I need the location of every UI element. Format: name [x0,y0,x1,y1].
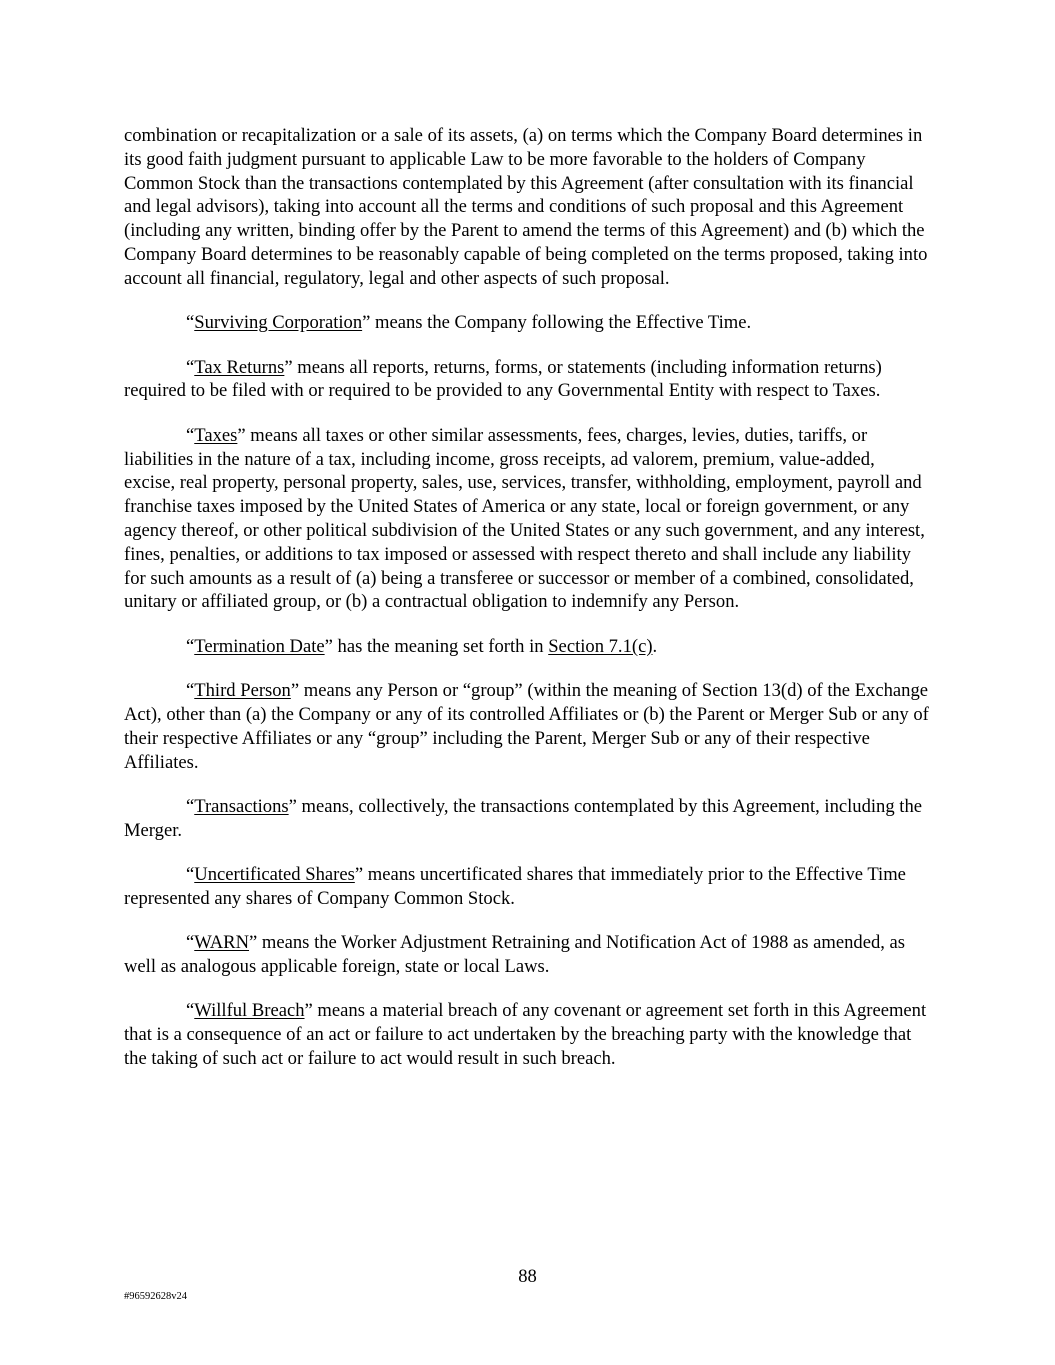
defined-term: Third Person [194,680,291,702]
definition-taxes [124,424,930,614]
paragraph-text: combination or recapitalization or a sale of its assets, (a) on terms which the Company Board determines in its good faith judgment pursuant to applicable Law to be more favorable to the holders of Company Common Stock than the transactions contemplated by this Agreement (after consultation with its financial and legal advisors), taking into account all the terms and conditions of such proposal and this Agreement (including any written, binding offer by the Parent to amend the terms of this Agreement) and (b) which the Company Board determines to be reasonably capable of being completed on the terms proposed, taking into account all financial, regulatory, legal and other aspects of such proposal. [124,125,928,289]
defined-term: Termination Date [194,635,325,657]
definition-uncertificated-shares [124,863,930,911]
definition-third-person [124,679,930,774]
defined-term: Willful Breach [194,1000,305,1022]
definition-text: ” means the Worker Adjustment Retraining and Notification Act of 1988 as amended, as well as analogous applicable foreign, state or local Laws. [124,932,906,978]
open-quote: “ [186,864,195,886]
definition-text: ” means uncertificated shares that immediately prior to the Effective Time represented any shares of Company Common Stock. [124,864,906,909]
document-body [124,124,930,1091]
open-quote: “ [186,680,195,702]
defined-term: Surviving Corporation [194,312,363,334]
definition-text: ” means all taxes or other similar assessments, fees, charges, levies, duties, tariffs, or liabilities in the nature of a tax, including income, gross receipts, ad valorem, premium, value-added, excise, real property, personal property, sales, use, services, transfer, withholding, employment, payroll and franchise taxes imposed by the United States of America or any state, local or foreign government, or any agency thereof, or other political subdivision of the United States or any such government, and any interest, fines, penalties, or additions to tax imposed or assessed with respect thereto and shall include any liability for such amounts as a result of (a) being a transferee or successor or member of a combined, consolidated, unitary or affiliated group, or (b) a contractual obligation to indemnify any Person. [124,424,925,613]
definition-text: ” means, collectively, the transactions contemplated by this Agreement, including the Merger. [124,795,923,841]
definition-text: ” means any Person or “group” (within the meaning of Section 13(d) of the Exchange Act), other than (a) the Company or any of its controlled Affiliates or (b) the Parent or Merger Sub or any of their respective Affiliates or any “group” including the Parent, Merger Sub or any of their respective Affiliates. [124,680,929,773]
defined-term: Taxes [194,424,238,446]
definition-text: ” means the Company following the Effective Time. [362,312,752,334]
definition-termination-date [124,635,930,659]
open-quote: “ [186,356,195,378]
document-id: #96592628v24 [124,1291,187,1302]
section-reference-link[interactable]: Section 7.1(c) [548,635,653,657]
open-quote: “ [186,312,195,334]
definition-tail: . [652,635,658,657]
defined-term: Transactions [194,795,289,817]
open-quote: “ [186,424,195,446]
definition-text: ” means a material breach of any covenant or agreement set forth in this Agreement that is a consequence of an act or failure to act undertaken by the breaching party with the knowledge that the taking of such act or failure to act would result in such breach. [124,1000,927,1070]
definition-transactions [124,795,930,843]
open-quote: “ [186,932,195,954]
defined-term: Uncertificated Shares [194,864,355,886]
definition-willful-breach [124,999,930,1070]
definition-surviving-corporation [124,311,930,335]
paragraph-continuation [124,124,930,291]
page-number: 88 [518,1266,537,1287]
open-quote: “ [186,795,195,817]
definition-text: ” means all reports, returns, forms, or statements (including information returns) required to be filed with or required to be provided to any Governmental Entity with respect to Taxes. [124,356,882,402]
definition-tax-returns [124,356,930,404]
defined-term: WARN [194,932,250,954]
defined-term: Tax Returns [194,356,285,378]
open-quote: “ [186,635,195,657]
open-quote: “ [186,1000,195,1022]
definition-warn [124,931,930,979]
definition-text: ” has the meaning set forth in [324,635,549,657]
